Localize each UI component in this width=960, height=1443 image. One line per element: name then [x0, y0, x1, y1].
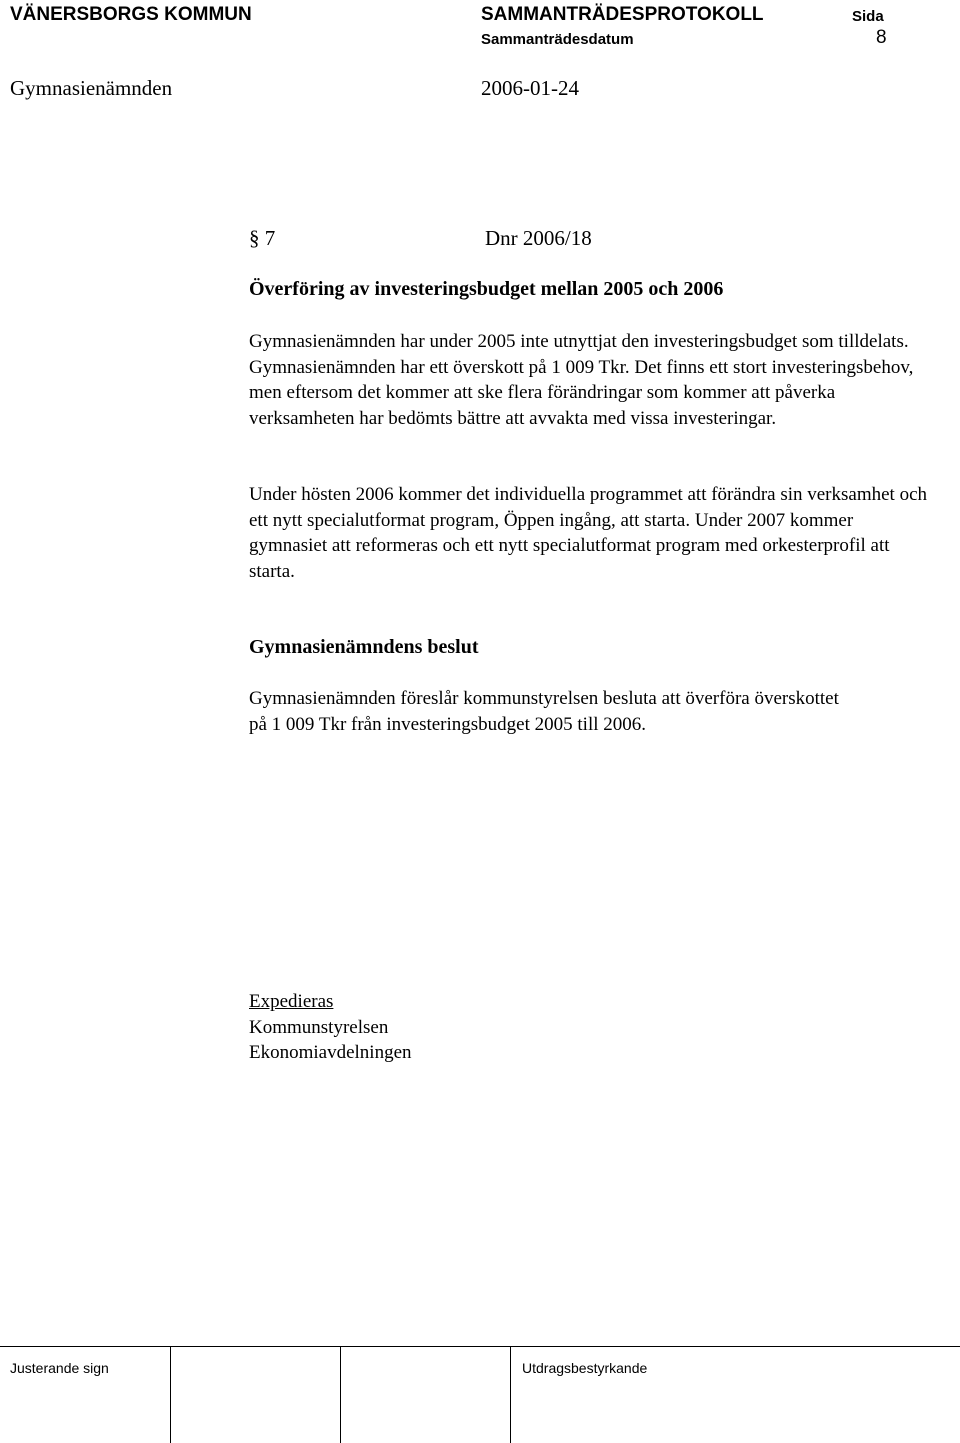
utdrag-label: Utdragsbestyrkande [522, 1360, 648, 1376]
decision-text: Gymnasienämnden föreslår kommunstyrelsen besluta att överföra överskottet på 1 009 Tkr från investeringsbudget 2005 till 2006. [249, 688, 839, 735]
meeting-date: 2006-01-24 [481, 76, 579, 100]
program-change-paragraph: Under hösten 2006 kommer det individuella programmet att förändra sin verksamhet och ett nytt specialutformat program, Öppen ingång, att starta. Under 2007 kommer gymnasiet att reformeras och ett nytt specialutformat program med orkesterprofil att starta. [249, 484, 928, 582]
committee-name: Gymnasienämnden [10, 76, 173, 100]
distribution-recipient: Ekonomiavdelningen [249, 1042, 412, 1063]
document-type: SAMMANTRÄDESPROTOKOLL [481, 4, 764, 25]
organization-name: VÄNERSBORGS KOMMUN [10, 4, 252, 25]
footer-divider [340, 1347, 341, 1443]
distribution-recipient: Kommunstyrelsen [249, 1017, 389, 1038]
justering-label: Justerande sign [10, 1360, 109, 1376]
page-number: 8 [876, 27, 887, 48]
meeting-date-label: Sammanträdesdatum [481, 31, 634, 48]
section-body [249, 329, 929, 431]
page-label: Sida [852, 8, 884, 25]
decision-heading: Gymnasienämndens beslut [249, 636, 479, 658]
diary-number: Dnr 2006/18 [485, 226, 592, 250]
paragraph-number: § 7 [249, 226, 276, 250]
distribution-heading: Expedieras [249, 991, 334, 1012]
footer-divider [510, 1347, 511, 1443]
decision-block [249, 686, 849, 737]
section-body-2 [249, 482, 929, 584]
signature-footer [0, 1346, 960, 1443]
footer-divider [170, 1347, 171, 1443]
background-paragraph: Gymnasienämnden har under 2005 inte utnyttjat den investeringsbudget som tilldelats. Gymnasienämnden har ett överskott på 1 009 Tkr. Det finns ett stort investeringsbehov, men eftersom det kommer att ske flera förändringar som kommer att påverka verksamheten har bedömts bättre att avvakta med vissa investeringar. [249, 331, 914, 429]
section-title: Överföring av investeringsbudget mellan 2005 och 2006 [249, 278, 724, 300]
